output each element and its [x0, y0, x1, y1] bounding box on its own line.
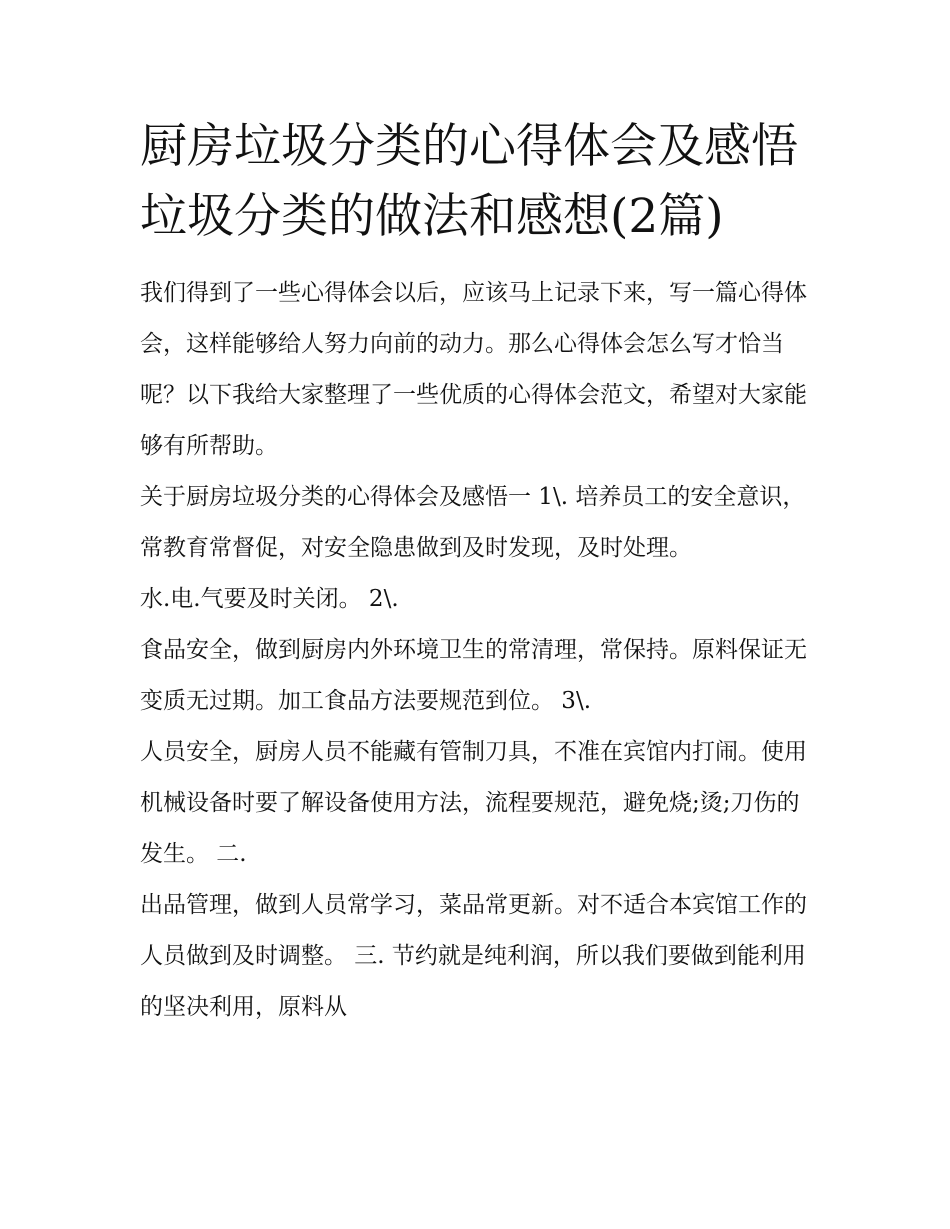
paragraph-safety-awareness: 关于厨房垃圾分类的心得体会及感悟一 1\. 培养员工的安全意识，常教育常督促，对安全隐患做到及时发现，及时处理。 [140, 484, 806, 561]
paragraph-intro: 我们得到了一些心得体会以后，应该马上记录下来，写一篇心得体会，这样能够给人努力向前的动力。那么心得体会怎么写才恰当呢？以下我给大家整理了一些优质的心得体会范文，希望对大家能够有所帮助。 [140, 280, 807, 459]
document-page [140, 112, 812, 1033]
paragraph-staff-safety: 人员安全，厨房人员不能藏有管制刀具，不准在宾馆内打闹。使用机械设备时要了解设备使用方法，流程要规范，避免烧;烫;刀伤的发生。 二. [140, 739, 807, 867]
paragraph-food-safety: 食品安全，做到厨房内外环境卫生的常清理，常保持。原料保证无变质无过期。加工食品方法要规范到位。 3\. [140, 637, 807, 714]
paragraph-output-management: 出品管理，做到人员常学习，菜品常更新。对不适合本宾馆工作的人员做到及时调整。 三. 节约就是纯利润，所以我们要做到能利用的坚决利用，原料从 [140, 892, 807, 1020]
paragraph-utilities: 水.电.气要及时关闭。 2\. [140, 586, 399, 612]
document-title: 厨房垃圾分类的心得体会及感悟 垃圾分类的做法和感想(2篇) [140, 119, 798, 244]
